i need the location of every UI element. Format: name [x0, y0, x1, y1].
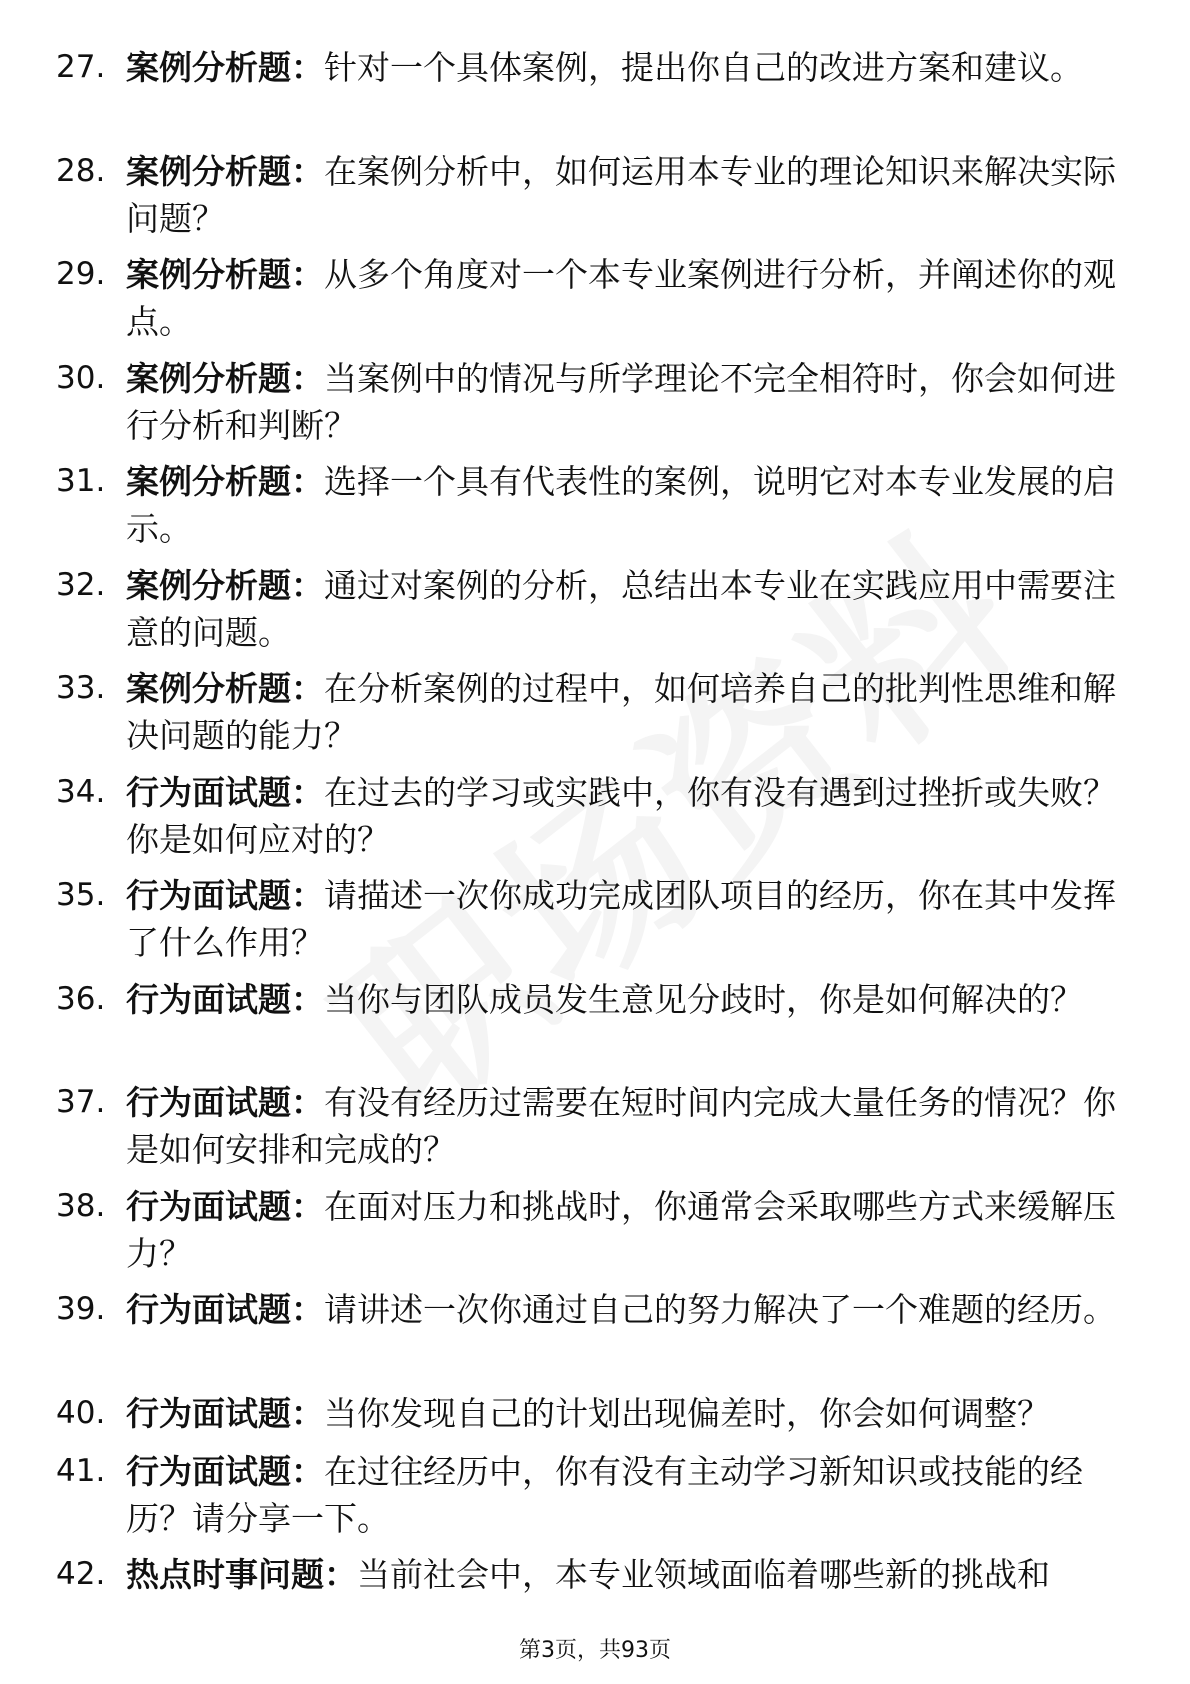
question-number: 33.: [56, 670, 106, 706]
page-footer: [0, 1636, 1190, 1666]
question-item: [0, 1551, 1190, 1601]
question-text: 当前社会中，本专业领域面临着哪些新的挑战和: [357, 1555, 1050, 1594]
question-separator: ：: [291, 565, 324, 605]
question-number: 38.: [56, 1187, 106, 1224]
question-category: 行为面试题: [126, 1290, 291, 1329]
question-category: 案例分析题: [126, 669, 291, 708]
question-body: [126, 1286, 1116, 1333]
question-text: 当案例中的情况与所学理论不完全相符时，你会如何进行分析和判断？: [126, 358, 1116, 445]
question-text: 通过对案例的分析，总结出本专业在实践应用中需要注意的问题。: [126, 565, 1116, 652]
question-text: 当你与团队成员发生意见分歧时，你是如何解决的？: [324, 979, 1083, 1019]
question-category: 行为面试题: [126, 1186, 291, 1226]
question-category: 热点时事问题: [126, 1555, 324, 1594]
question-item: [0, 251, 1190, 355]
question-number: 32.: [56, 566, 106, 603]
question-category: 案例分析题: [126, 462, 291, 501]
question-separator: ：: [291, 48, 324, 87]
question-category: 案例分析题: [126, 48, 291, 87]
question-body: [126, 769, 1116, 863]
question-separator: ：: [324, 1555, 357, 1594]
question-number: 40.: [56, 1394, 106, 1431]
question-text: 选择一个具有代表性的案例，说明它对本专业发展的启示。: [126, 462, 1116, 548]
question-category: 行为面试题: [126, 979, 291, 1019]
question-body: [126, 44, 1116, 91]
question-body: [126, 562, 1116, 656]
question-number: 30.: [56, 359, 106, 396]
question-separator: ：: [291, 1290, 324, 1329]
question-number: 31.: [56, 463, 106, 499]
question-item: [0, 562, 1190, 666]
question-text: 有没有经历过需要在短时间内完成大量任务的情况？你是如何安排和完成的？: [126, 1083, 1116, 1169]
question-number: 27.: [56, 49, 106, 85]
question-body: [126, 665, 1116, 759]
question-body: [126, 148, 1116, 242]
question-number: 39.: [56, 1291, 106, 1327]
question-separator: ：: [291, 255, 324, 294]
question-text: 在分析案例的过程中，如何培养自己的批判性思维和解决问题的能力？: [126, 669, 1116, 755]
question-item: [0, 976, 1190, 1080]
question-category: 行为面试题: [126, 772, 291, 812]
question-number: 35.: [56, 877, 106, 913]
question-body: [126, 1448, 1116, 1542]
question-number: 28.: [56, 152, 106, 189]
question-item: [0, 355, 1190, 459]
question-separator: ：: [291, 876, 324, 915]
question-separator: ：: [291, 1451, 324, 1491]
question-body: [126, 872, 1116, 966]
question-number: 36.: [56, 980, 106, 1017]
question-item: [0, 458, 1190, 562]
question-text: 针对一个具体案例，提出你自己的改进方案和建议。: [324, 48, 1083, 87]
question-number: 42.: [56, 1556, 106, 1592]
question-number: 41.: [56, 1452, 106, 1489]
question-item: [0, 1183, 1190, 1287]
question-body: [126, 458, 1116, 552]
question-text: 当你发现自己的计划出现偏差时，你会如何调整？: [324, 1393, 1050, 1433]
question-separator: ：: [291, 772, 324, 812]
question-category: 行为面试题: [126, 876, 291, 915]
question-body: [126, 1183, 1116, 1277]
question-text: 在过去的学习或实践中，你有没有遇到过挫折或失败？你是如何应对的？: [126, 772, 1116, 859]
question-text: 从多个角度对一个本专业案例进行分析，并阐述你的观点。: [126, 255, 1116, 341]
question-body: [126, 1079, 1116, 1173]
question-body: [126, 1390, 1116, 1437]
question-text: 请描述一次你成功完成团队项目的经历，你在其中发挥了什么作用？: [126, 876, 1116, 962]
question-item: [0, 769, 1190, 873]
question-number: 34.: [56, 773, 106, 810]
question-category: 案例分析题: [126, 151, 291, 191]
question-item: [0, 44, 1190, 148]
question-text: 在面对压力和挑战时，你通常会采取哪些方式来缓解压力？: [126, 1186, 1116, 1273]
question-separator: ：: [291, 1186, 324, 1226]
question-separator: ：: [291, 669, 324, 708]
question-category: 行为面试题: [126, 1451, 291, 1491]
question-item: [0, 1286, 1190, 1390]
question-item: [0, 872, 1190, 976]
question-separator: ：: [291, 462, 324, 501]
question-item: [0, 1390, 1190, 1448]
question-body: [126, 976, 1116, 1023]
question-separator: ：: [291, 358, 324, 398]
question-body: [126, 251, 1116, 345]
question-separator: ：: [291, 979, 324, 1019]
question-text: 在过往经历中，你有没有主动学习新知识或技能的经历？请分享一下。: [126, 1451, 1083, 1538]
question-item: [0, 1448, 1190, 1552]
question-separator: ：: [291, 1083, 324, 1122]
question-category: 行为面试题: [126, 1393, 291, 1433]
question-separator: ：: [291, 1393, 324, 1433]
question-text: 在案例分析中，如何运用本专业的理论知识来解决实际问题？: [126, 151, 1116, 238]
question-number: 29.: [56, 256, 106, 292]
question-body: [126, 355, 1116, 449]
question-category: 案例分析题: [126, 255, 291, 294]
question-body: [126, 1551, 1116, 1598]
question-list: [0, 44, 1190, 1601]
question-text: 请讲述一次你通过自己的努力解决了一个难题的经历。: [324, 1290, 1116, 1329]
question-category: 案例分析题: [126, 358, 291, 398]
question-separator: ：: [291, 151, 324, 191]
question-category: 行为面试题: [126, 1083, 291, 1122]
question-item: [0, 1079, 1190, 1183]
page-number-label: 第3页，共93页: [519, 1638, 671, 1663]
question-item: [0, 665, 1190, 769]
question-category: 案例分析题: [126, 565, 291, 605]
question-number: 37.: [56, 1084, 106, 1120]
question-item: [0, 148, 1190, 252]
